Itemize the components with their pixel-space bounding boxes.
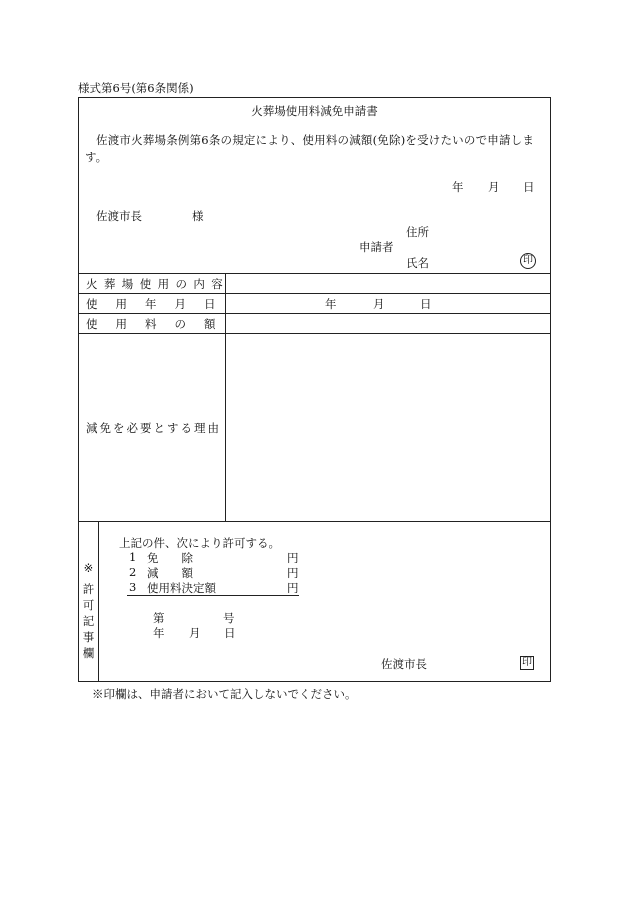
applicant-seal: 印: [520, 253, 536, 269]
permit-year: 年: [153, 626, 165, 640]
addressee-honorific: 様: [192, 209, 204, 223]
reason-label: 減免を必要とする理由: [86, 421, 221, 435]
divider: [98, 521, 99, 681]
permit-item-3-label: 使用料決定額: [147, 581, 216, 595]
decided-fee-underline: [127, 595, 299, 596]
permit-side-mark: ※: [83, 561, 94, 575]
permit-item-1-label: 免 除: [147, 551, 193, 565]
permit-item-2-num: 2: [129, 565, 137, 579]
permit-side-label: 許可記事欄: [82, 582, 95, 660]
form-number: 様式第6号(第6条関係): [78, 81, 194, 95]
permit-heading: 上記の件、次により許可する。: [119, 536, 280, 550]
permit-item-3-unit: 円: [287, 581, 299, 595]
permit-day: 日: [224, 626, 236, 640]
intro-text-line2: す。: [85, 150, 108, 164]
permit-item-2-label: 減 額: [147, 566, 193, 580]
permit-item-1-num: 1: [129, 550, 137, 564]
use-day: 日: [420, 297, 432, 311]
permit-month: 月: [189, 626, 201, 640]
applicant-name-label: 氏名: [406, 256, 429, 270]
intro-text-line1: 佐渡市火葬場条例第6条の規定により、使用料の減額(免除)を受けたいので申請しま: [96, 133, 535, 147]
permit-item-1-unit: 円: [287, 551, 299, 565]
use-month: 月: [373, 297, 385, 311]
fee-amount-label: 使用料の額: [86, 317, 234, 331]
permit-item-3-num: 3: [129, 580, 137, 594]
footnote: ※印欄は、申請者において記入しないでください。: [92, 687, 357, 701]
application-year: 年: [452, 180, 464, 194]
divider: [79, 313, 550, 314]
applicant-address-label: 住所: [406, 225, 429, 239]
permit-seal: 印: [522, 657, 532, 668]
form-title: 火葬場使用料減免申請書: [251, 104, 378, 118]
divider: [79, 273, 550, 274]
application-form: [78, 97, 551, 682]
permit-item-2-unit: 円: [287, 566, 299, 580]
addressee: 佐渡市長: [96, 209, 142, 223]
divider: [79, 521, 550, 522]
permit-number-suffix: 号: [223, 611, 235, 625]
divider: [79, 293, 550, 294]
divider: [79, 333, 550, 334]
use-date-label: 使用年月日: [86, 297, 234, 311]
applicant-label: 申請者: [359, 240, 394, 254]
use-year: 年: [325, 297, 337, 311]
permit-issuer: 佐渡市長: [381, 657, 427, 671]
permit-number-prefix: 第: [153, 611, 165, 625]
crematorium-use-label: 火葬場使用の内容: [86, 277, 230, 291]
application-day: 日: [523, 180, 535, 194]
application-month: 月: [488, 180, 500, 194]
